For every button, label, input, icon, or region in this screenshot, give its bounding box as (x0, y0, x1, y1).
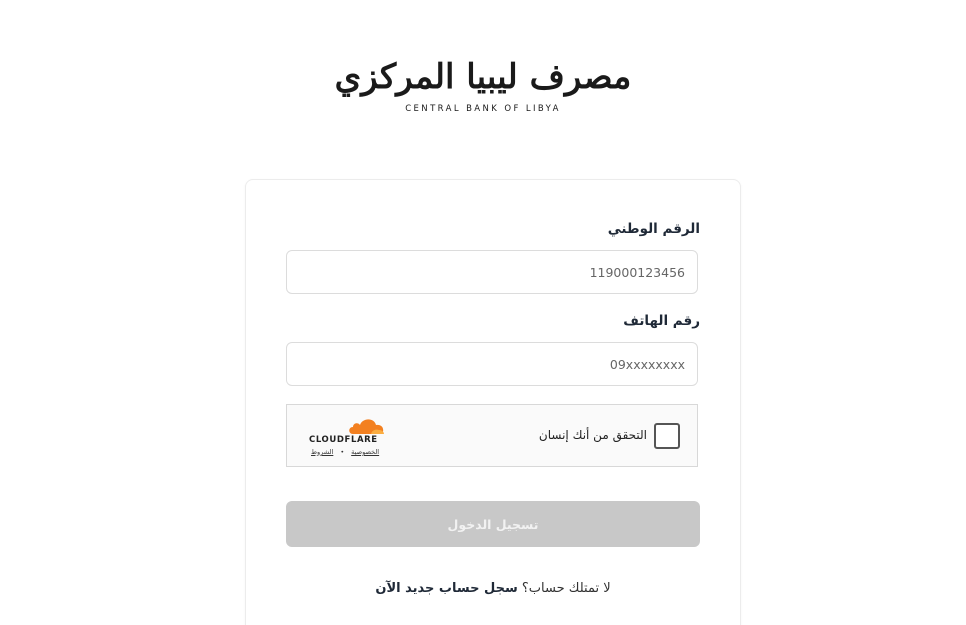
human-verification-checkbox[interactable] (654, 423, 680, 449)
central-bank-logo (0, 54, 966, 114)
cloudflare-cloud-icon (347, 415, 387, 435)
national-id-label: الرقم الوطني (607, 221, 700, 237)
login-submit-button[interactable]: تسجيل الدخول (286, 501, 700, 547)
terms-link[interactable]: الشروط (311, 448, 334, 456)
cloudflare-links (311, 448, 379, 456)
phone-input[interactable] (286, 342, 698, 386)
register-link[interactable]: سجل حساب جديد الآن (375, 581, 518, 596)
logo-english-name: CENTRAL BANK OF LIBYA (405, 104, 561, 114)
cloudflare-wordmark: CLOUDFLARE (309, 435, 378, 445)
cloudflare-branding (309, 415, 389, 459)
privacy-link[interactable]: الخصوصية (351, 448, 380, 456)
logo-arabic-name: مصرف ليبيا المركزي (334, 57, 632, 97)
register-prompt (246, 581, 740, 596)
register-question: لا تمتلك حساب؟ (521, 581, 611, 596)
cloudflare-turnstile-widget (286, 404, 698, 467)
human-verification-label: التحقق من أنك إنسان (538, 428, 647, 442)
phone-label: رقم الهاتف (623, 313, 700, 329)
links-separator: • (340, 448, 345, 456)
login-card (245, 179, 741, 625)
national-id-input[interactable] (286, 250, 698, 294)
